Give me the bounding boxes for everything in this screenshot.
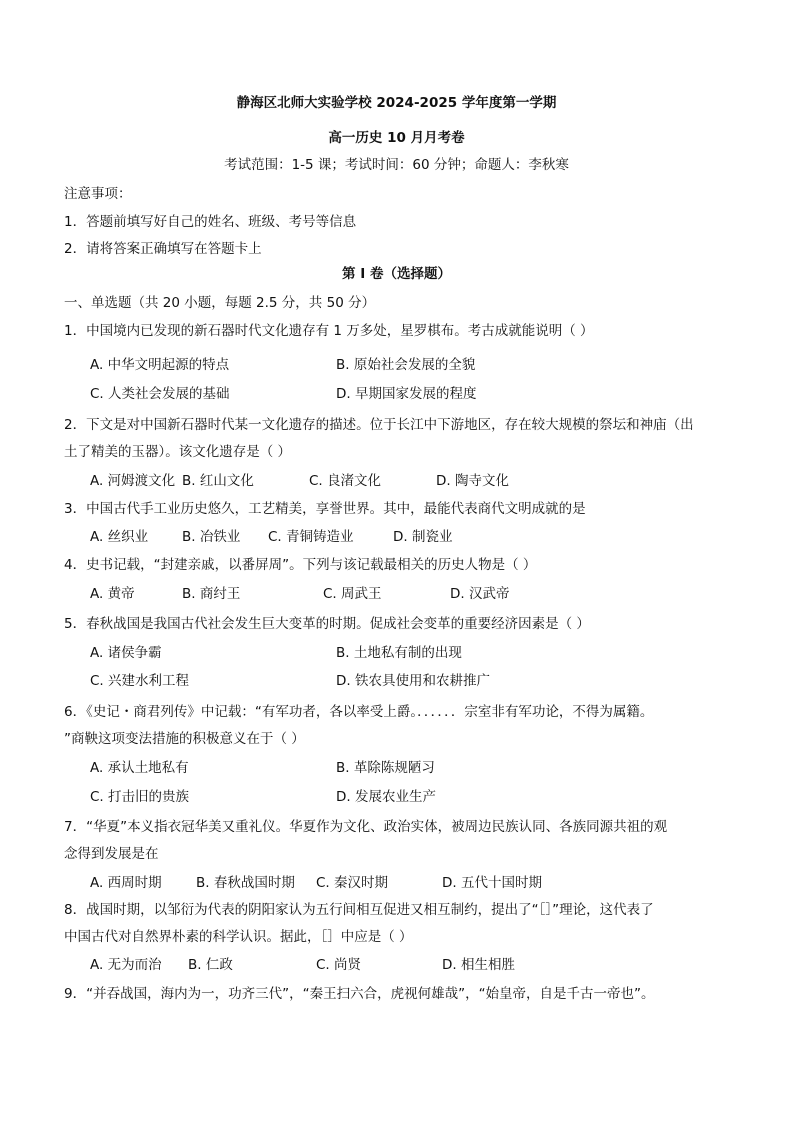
question-2-stem: 2．下文是对中国新石器时代某一文化遗存的描述。位于长江中下游地区，存在较大规模的祭坛和神庙（出 (64, 417, 694, 433)
school-title: 静海区北师大实验学校 2024-2025 学年度第一学期 (236, 95, 557, 111)
question-9-stem: 9．“并吞战国，海内为一，功齐三代”，“秦王扫六合，虎视何雄哉”，“始皇帝，自是千古一帝也”。 (64, 986, 655, 1002)
question-4-option-b: B. 商纣王 (182, 586, 241, 602)
question-8-option-a: A. 无为而治 (90, 957, 162, 973)
question-5-option-d: D. 铁农具使用和农耕推广 (336, 673, 490, 689)
question-7-option-b: B. 春秋战国时期 (196, 875, 295, 891)
question-1-option-c: C. 人类社会发展的基础 (90, 386, 230, 402)
question-6-option-d: D. 发展农业生产 (336, 789, 436, 805)
question-1-option-b: B. 原始社会发展的全貌 (336, 357, 476, 373)
question-7-option-a: A. 西周时期 (90, 875, 162, 891)
question-3-stem: 3．中国古代手工业历史悠久，工艺精美，享誉世界。其中，最能代表商代文明成就的是 (64, 501, 586, 517)
question-4-option-c: C. 周武王 (323, 586, 382, 602)
notes-heading: 注意事项： (64, 186, 132, 202)
question-3-option-c: C. 青铜铸造业 (268, 529, 354, 545)
question-8-stem: 8．战国时期，以邹衍为代表的阴阳家认为五行间相互促进又相互制约，提出了“［］”理论，这代表了 (64, 902, 654, 918)
question-3-option-a: A. 丝织业 (90, 529, 149, 545)
question-8-option-c: C. 尚贤 (316, 957, 362, 973)
question-1-option-a: A. 中华文明起源的特点 (90, 357, 230, 373)
part-heading: 一、单选题（共 20 小题，每题 2.5 分，共 50 分） (64, 295, 376, 311)
question-6-option-b: B. 革除陈规陋习 (336, 760, 435, 776)
note-item: 2．请将答案正确填写在答题卡上 (64, 241, 262, 257)
question-1-stem: 1．中国境内已发现的新石器时代文化遗存有 1 万多处，星罗棋布。考古成就能说明（ ） (64, 323, 594, 339)
question-7-stem: 7．“华夏”本义指衣冠华美又重礼仪。华夏作为文化、政治实体，被周边民族认同、各族同源共祖的观 (64, 819, 668, 835)
exam-info: 考试范围：1-5 课；考试时间：60 分钟；命题人：李秋寒 (224, 157, 569, 173)
question-5-option-b: B. 土地私有制的出现 (336, 645, 462, 661)
question-2-option-d: D. 陶寺文化 (436, 473, 509, 489)
question-6-stem-cont: ”商鞅这项变法措施的积极意义在于（ ） (64, 731, 305, 747)
question-4-stem: 4．史书记载，“封建亲戚，以番屏周”。下列与该记载最相关的历史人物是（ ） (64, 557, 537, 573)
question-2-option-c: C. 良渚文化 (309, 473, 382, 489)
section-title: 第 I 卷（选择题） (342, 266, 451, 282)
question-5-option-c: C. 兴建水利工程 (90, 673, 190, 689)
question-5-stem: 5．春秋战国是我国古代社会发生巨大变革的时期。促成社会变革的重要经济因素是（ ） (64, 616, 590, 632)
question-2-option-a: A. 河姆渡文化 (90, 473, 176, 489)
question-7-stem-cont: 念得到发展是在 (64, 846, 159, 862)
question-4-option-a: A. 黄帝 (90, 586, 135, 602)
question-6-option-c: C. 打击旧的贵族 (90, 789, 190, 805)
question-6-option-a: A. 承认土地私有 (90, 760, 189, 776)
question-3-option-d: D. 制瓷业 (393, 529, 453, 545)
question-6-stem: 6．《史记・商君列传》中记载：“有军功者，各以率受上爵。．．．．．．宗室非有军功论，不得为属籍。 (64, 704, 654, 720)
question-8-option-d: D. 相生相胜 (442, 957, 515, 973)
question-8-stem-cont: 中国古代对自然界朴素的科学认识。据此，［］中应是（ ） (64, 929, 413, 945)
question-3-option-b: B. 冶铁业 (182, 529, 241, 545)
question-1-option-d: D. 早期国家发展的程度 (336, 386, 477, 402)
question-8-option-b: B. 仁政 (188, 957, 233, 973)
question-2-stem-cont: 土了精美的玉器）。该文化遗存是（ ） (64, 444, 292, 460)
note-item: 1．答题前填写好自己的姓名、班级、考号等信息 (64, 214, 357, 230)
question-4-option-d: D. 汉武帝 (450, 586, 510, 602)
question-5-option-a: A. 诸侯争霸 (90, 645, 162, 661)
question-7-option-d: D. 五代十国时期 (442, 875, 542, 891)
question-2-option-b: B. 红山文化 (182, 473, 254, 489)
exam-title: 高一历史 10 月月考卷 (328, 130, 465, 146)
question-7-option-c: C. 秦汉时期 (316, 875, 389, 891)
